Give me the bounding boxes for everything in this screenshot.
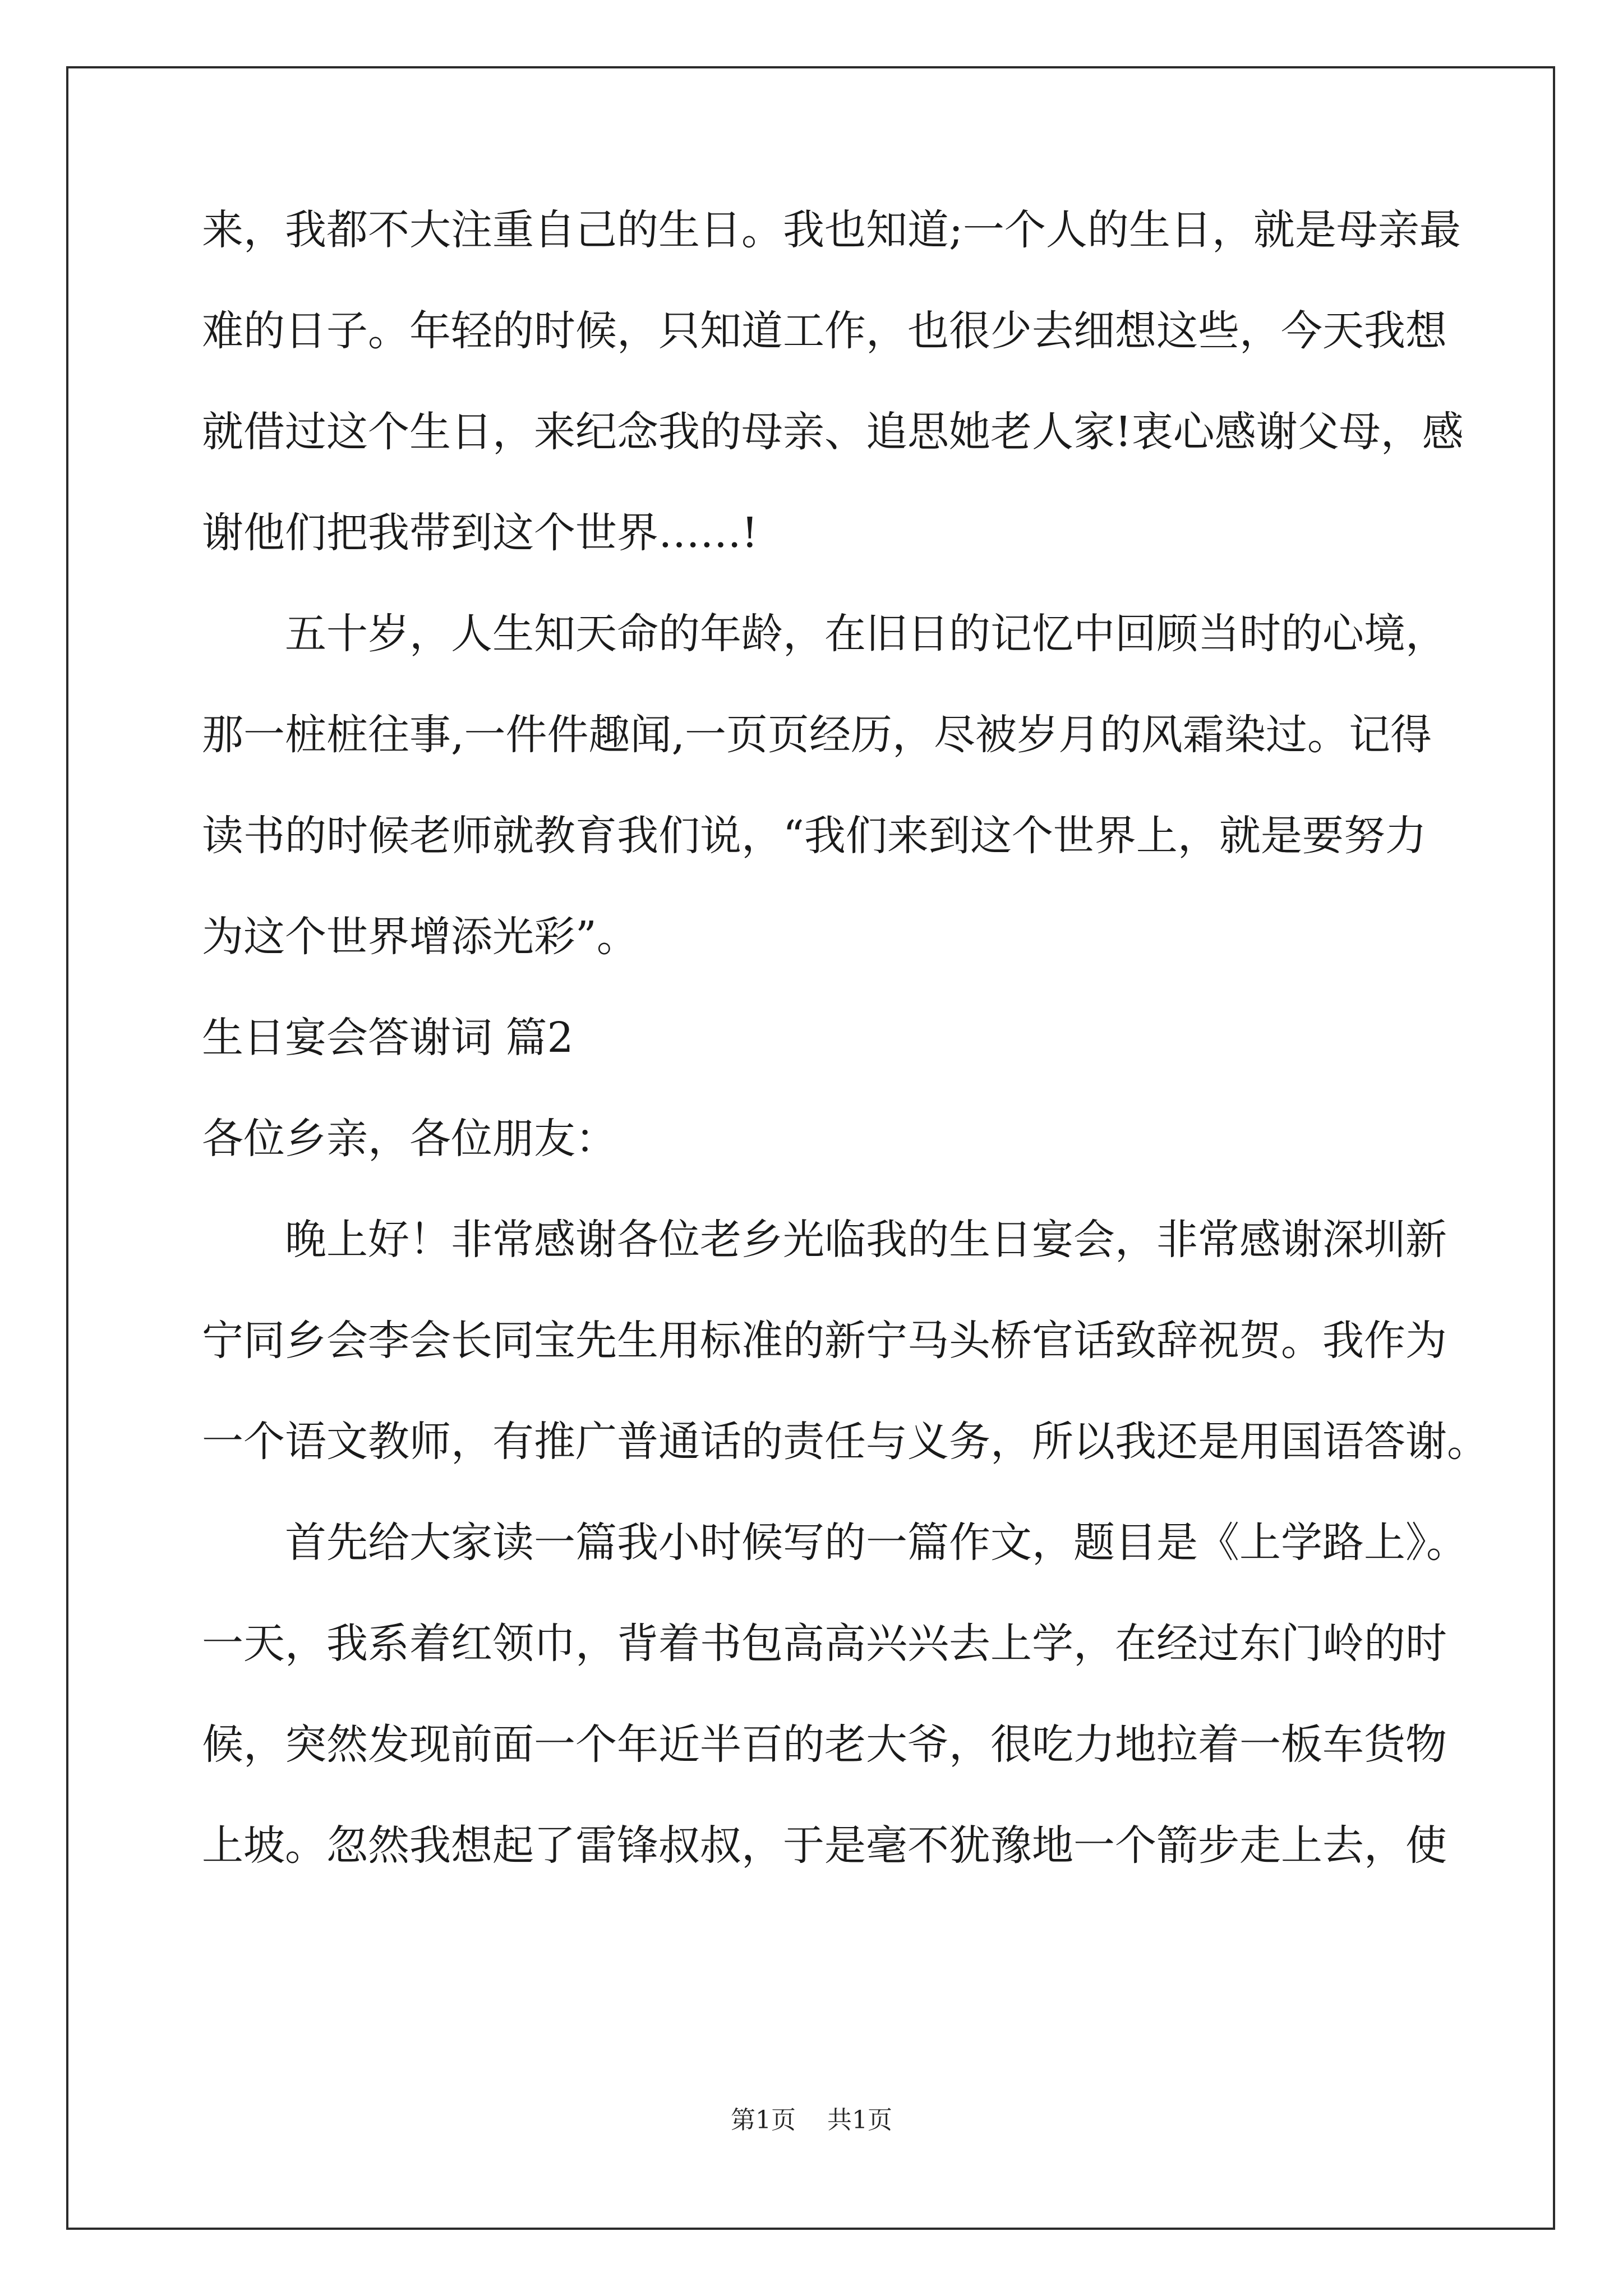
text-line: 读书的时候老师就教育我们说，“我们来到这个世界上，就是要努力: [202, 812, 1427, 860]
text-line: 候，突然发现前面一个年近半百的老大爷，很吃力地拉着一板车货物: [202, 1720, 1447, 1769]
salutation: 各位乡亲，各位朋友：: [202, 1115, 617, 1163]
paragraph-start-line: 首先给大家读一篇我小时候写的一篇作文，题目是《上学路上》。: [202, 1519, 1468, 1567]
paragraph-start-line: 晚上好！非常感谢各位老乡光临我的生日宴会，非常感谢深圳新: [202, 1216, 1447, 1264]
text-line: 上坡。忽然我想起了雷锋叔叔，于是毫不犹豫地一个箭步走上去，使: [202, 1821, 1447, 1870]
page-footer: [0, 2104, 1623, 2137]
text-line: 就借过这个生日，来纪念我的母亲、追思她老人家!衷心感谢父母，感: [202, 408, 1464, 456]
text-line: 一天，我系着红领巾，背着书包高高兴兴去上学，在经过东门岭的时: [202, 1619, 1447, 1668]
text-line: 宁同乡会李会长同宝先生用标准的新宁马头桥官话致辞祝贺。我作为: [202, 1317, 1447, 1365]
paragraph-start-line: 五十岁，人生知天命的年龄，在旧日的记忆中回顾当时的心境，: [202, 610, 1447, 658]
text-line: 来，我都不大注重自己的生日。我也知道;一个人的生日，就是母亲最: [202, 206, 1461, 254]
text-line: 谢他们把我带到这个世界……!: [202, 509, 758, 557]
text-line: 那一桩桩往事,一件件趣闻,一页页经历，尽被岁月的风霜染过。记得: [202, 711, 1432, 759]
page-number: 第1页: [731, 2106, 796, 2134]
text-line: 为这个世界增添光彩”。: [202, 913, 638, 961]
page-total: 共1页: [827, 2106, 892, 2134]
text-line: 一个语文教师，有推广普通话的责任与义务，所以我还是用国语答谢。: [202, 1418, 1488, 1466]
text-line: 难的日子。年轻的时候，只知道工作，也很少去细想这些，今天我想: [202, 307, 1447, 355]
section-heading: 生日宴会答谢词 篇2: [202, 1014, 574, 1062]
